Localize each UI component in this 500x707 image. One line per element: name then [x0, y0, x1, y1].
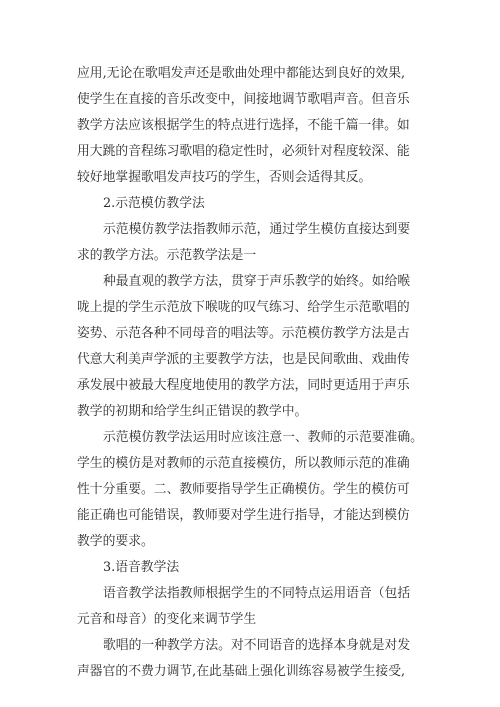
text-line: 教学方法应该根据学生的特点进行选择，不能千篇一律。如	[77, 118, 410, 133]
text-line: 学生的模仿是对教师的示范直接模仿，所以教师示范的准确	[77, 456, 410, 471]
section-heading: 3.语音教学法	[103, 560, 180, 575]
text-line: 承发展中被最大程度地使用的教学方法，同时更适用于声乐	[77, 378, 410, 393]
text-line: 能正确也可能错误，教师要对学生进行指导，才能达到模仿	[77, 508, 410, 523]
text-line: 用大跳的音程练习歌唱的稳定性时，必须针对程度较深、能	[77, 144, 410, 159]
text-line: 示范模仿教学法指教师示范，通过学生模仿直接达到要	[103, 222, 411, 237]
text-line: 较好地掌握歌唱发声技巧的学生，否则会适得其反。	[77, 170, 372, 185]
text-line: 性十分重要。二、教师要指导学生正确模仿。学生的模仿可	[77, 482, 410, 497]
text-line: 种最直观的教学方法，贯穿于声乐教学的始终。如给喉	[103, 274, 411, 289]
text-line: 代意大利美声学派的主要教学方法，也是民间歌曲、戏曲传	[77, 352, 410, 367]
text-line: 歌唱的一种教学方法。对不同语音的选择本身就是对发	[103, 638, 411, 653]
text-line: 使学生在直接的音乐改变中，间接地调节歌唱声音。但音乐	[77, 92, 410, 107]
text-line: 咙上提的学生示范放下喉咙的叹气练习、给学生示范歌唱的	[77, 300, 410, 315]
text-line: 声器官的不费力调节,在此基础上强化训练容易被学生接受,	[77, 664, 406, 679]
section-heading: 2.示范模仿教学法	[103, 196, 205, 211]
text-line: 教学的要求。	[77, 534, 154, 549]
text-line: 求的教学方法。示范教学法是一	[77, 248, 257, 263]
text-line: 示范模仿教学法运用时应该注意一、教师的示范要准确。	[103, 430, 423, 445]
text-line: 应用,无论在歌唱发声还是歌曲处理中都能达到良好的效果,	[77, 66, 406, 81]
text-line: 元音和母音）的变化来调节学生	[77, 612, 257, 627]
text-line: 语音教学法指教师根据学生的不同特点运用语音（包括	[103, 586, 411, 601]
text-line: 教学的初期和给学生纠正错误的教学中。	[77, 404, 308, 419]
text-line: 姿势、示范各种不同母音的唱法等。示范模仿教学方法是古	[77, 326, 410, 341]
